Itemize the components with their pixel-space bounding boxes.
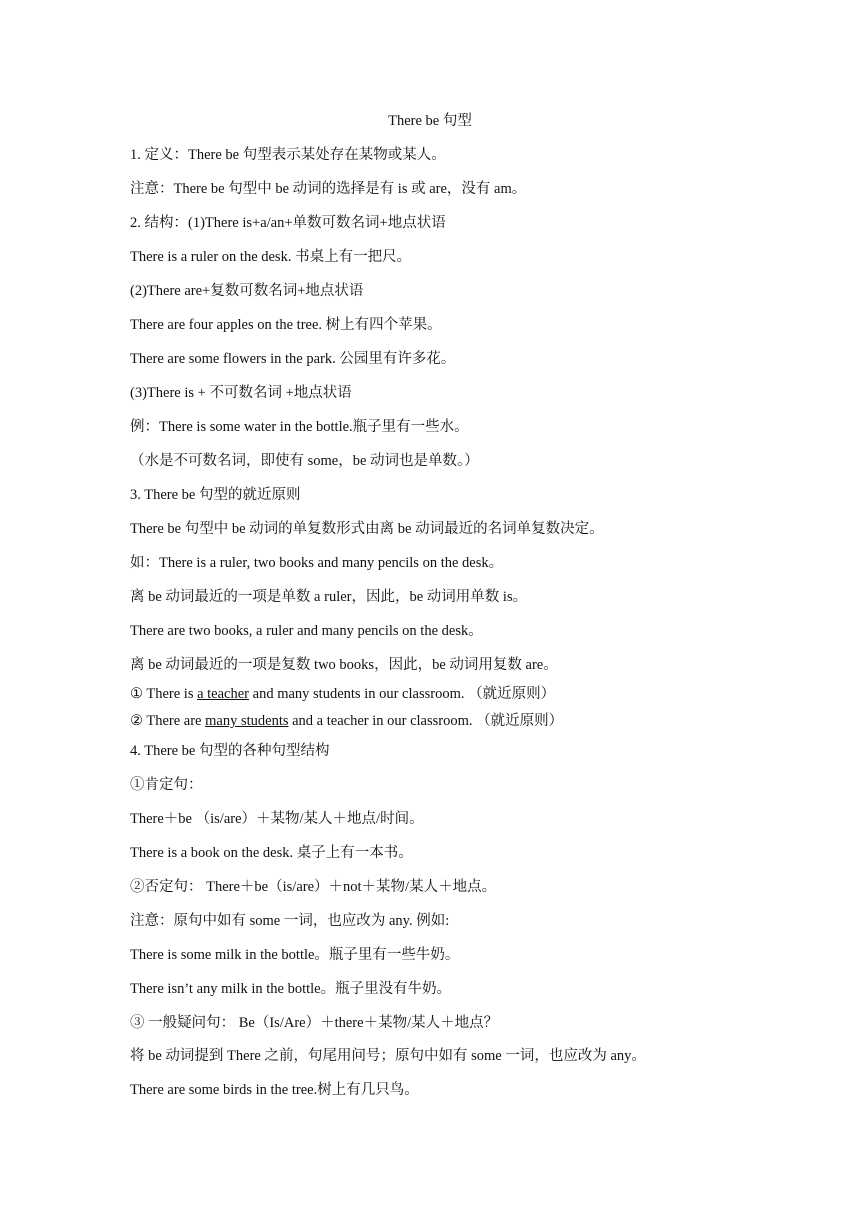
underlined-phrase: many students <box>205 713 289 729</box>
explanation-line: 离 be 动词最近的一项是单数 a ruler，因此，be 动词用单数 is。 <box>130 589 528 605</box>
numbered-example-1 <box>130 684 555 704</box>
section-heading-3: 3. There be 句型的就近原则 <box>130 487 301 503</box>
rule-line: There be 句型中 be 动词的单复数形式由离 be 动词最近的名词单复数决定。 <box>130 521 604 537</box>
subheading-question: ③ 一般疑问句： Be（Is/Are）＋there＋某物/某人＋地点？ <box>130 1015 499 1031</box>
structure-line: There＋be （is/are）＋某物/某人＋地点/时间。 <box>130 811 424 827</box>
example-line: There are four apples on the tree. 树上有四个苹果。 <box>130 317 442 333</box>
numbered-example-2 <box>130 711 563 731</box>
section-heading-4: 4. There be 句型的各种句型结构 <box>130 743 330 759</box>
example-line: 例：There is some water in the bottle.瓶子里有一些水。 <box>130 419 469 435</box>
subheading-negative: ②否定句： There＋be（is/are）＋not＋某物/某人＋地点。 <box>130 879 497 895</box>
example-text: and many students in our classroom. （就近原则） <box>249 686 556 702</box>
example-line: There are some flowers in the park. 公园里有许多花。 <box>130 351 456 367</box>
underlined-phrase: a teacher <box>197 686 250 702</box>
rule-line: 将 be 动词提到 There 之前，句尾用问号；原句中如有 some 一词，也应改为 any。 <box>130 1048 646 1064</box>
parenthetical-note: （水是不可数名词，即使有 some，be 动词也是单数。） <box>130 453 479 469</box>
example-line: There isn’t any milk in the bottle。瓶子里没有牛奶。 <box>130 981 452 997</box>
example-text: ① There is <box>130 686 198 702</box>
note-line: 注意：原句中如有 some 一词，也应改为 any. 例如: <box>130 913 450 929</box>
subheading-affirmative: ①肯定句： <box>130 777 203 793</box>
document-title: There be 句型 <box>388 113 472 129</box>
example-line: There is some milk in the bottle。瓶子里有一些牛奶。 <box>130 947 460 963</box>
example-line: There are two books, a ruler and many pencils on the desk。 <box>130 623 483 639</box>
example-line: There is a ruler on the desk. 书桌上有一把尺。 <box>130 249 412 265</box>
example-text: and a teacher in our classroom. （就近原则） <box>288 713 564 729</box>
note-line: 注意：There be 句型中 be 动词的选择是有 is 或 are，没有 am。 <box>130 181 527 197</box>
example-text: ② There are <box>130 713 206 729</box>
example-line: There are some birds in the tree.树上有几只鸟。 <box>130 1082 419 1098</box>
explanation-line: 离 be 动词最近的一项是复数 two books，因此，be 动词用复数 are。 <box>130 657 558 673</box>
example-line: 如：There is a ruler, two books and many pencils on the desk。 <box>130 555 504 571</box>
structure-line-3: (3)There is + 不可数名词 +地点状语 <box>130 385 352 401</box>
definition-line: 1. 定义：There be 句型表示某处存在某物或某人。 <box>130 147 446 163</box>
structure-line-1: 2. 结构：(1)There is+a/an+单数可数名词+地点状语 <box>130 215 446 231</box>
example-line: There is a book on the desk. 桌子上有一本书。 <box>130 845 413 861</box>
structure-line-2: (2)There are+复数可数名词+地点状语 <box>130 283 364 299</box>
